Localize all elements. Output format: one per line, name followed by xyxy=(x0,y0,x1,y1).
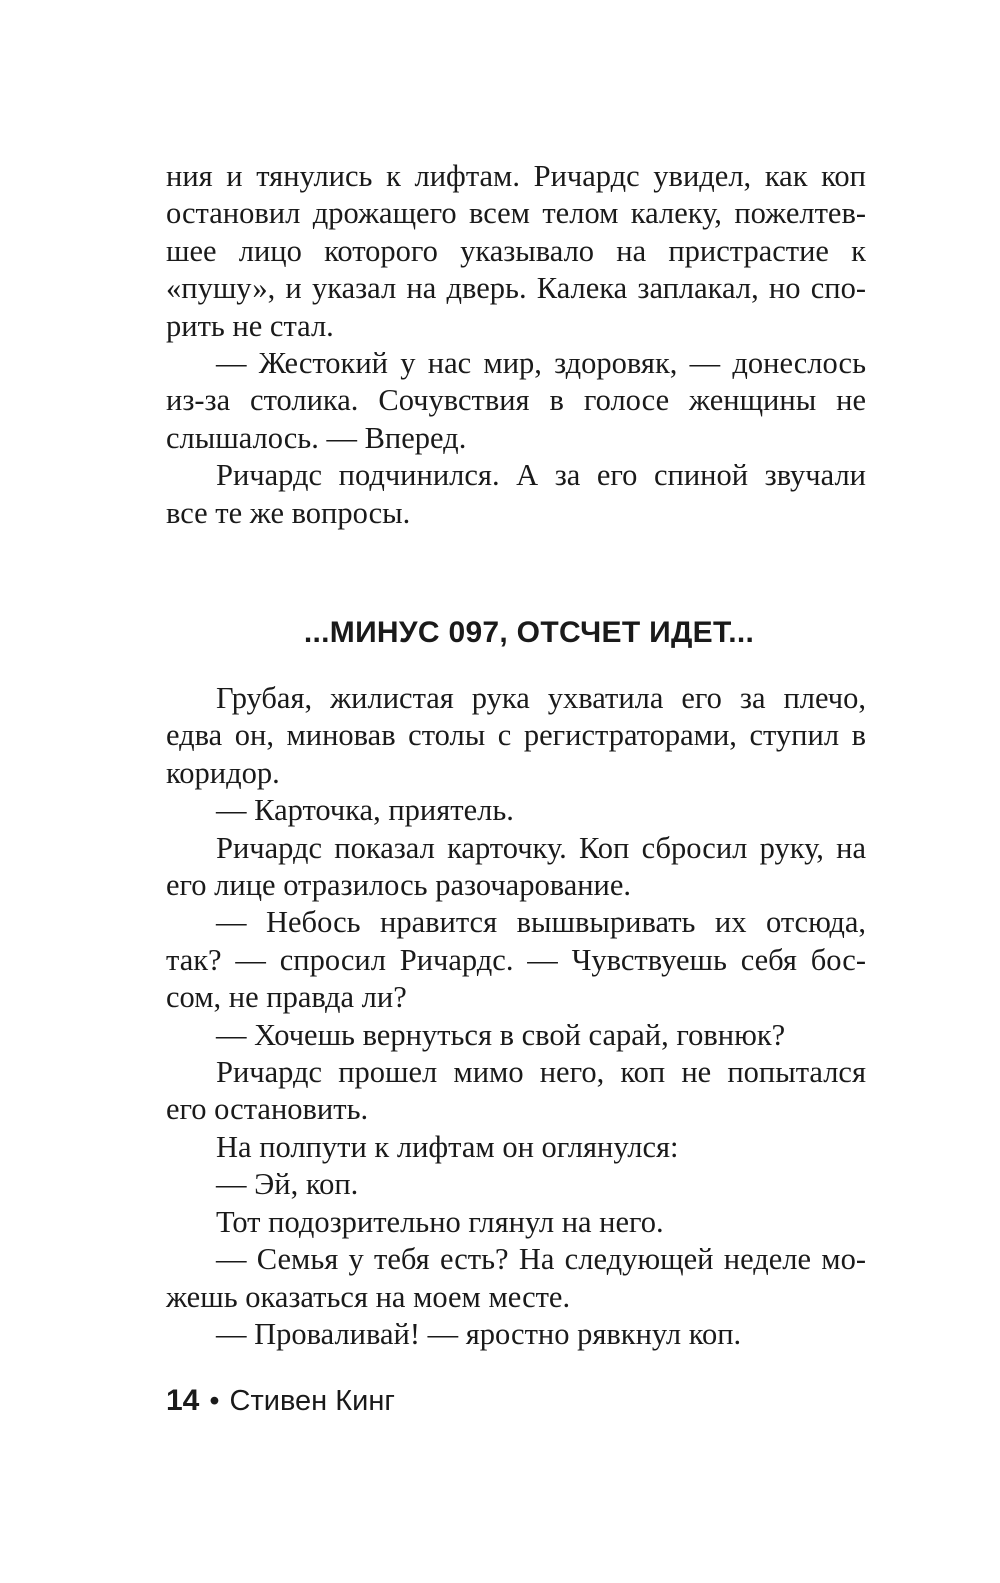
text-line: — Семья у тебя есть? На следующей неделе мо- xyxy=(216,1242,866,1277)
page-footer xyxy=(166,1382,395,1420)
text-line: — Проваливай! — яростно рявкнул коп. xyxy=(216,1316,742,1351)
author-name: Стивен Кинг xyxy=(229,1385,395,1417)
text-line: Ричардс прошел мимо него, коп не попытался xyxy=(216,1055,866,1090)
text-line: из-за столика. Сочувствия в голосе женщины не xyxy=(166,383,866,418)
text-line: так? — спросил Ричардс. — Чувствуешь себя бос- xyxy=(166,942,866,977)
text-line: коридор. xyxy=(166,755,280,790)
text-line: жешь оказаться на моем месте. xyxy=(166,1279,571,1314)
text-line: едва он, миновав столы с регистраторами, ступил в xyxy=(166,718,866,753)
text-line: — Карточка, приятель. xyxy=(216,793,514,828)
text-line: Тот подозрительно глянул на него. xyxy=(216,1204,664,1239)
bullet-separator: • xyxy=(209,1385,220,1417)
text-line: — Жестокий у нас мир, здоровяк, — донеслось xyxy=(216,346,866,381)
text-line: остановил дрожащего всем телом калеку, пожелтев- xyxy=(166,196,866,231)
text-line: Ричардс показал карточку. Коп сбросил руку, на xyxy=(216,830,866,865)
text-line: сом, не правда ли? xyxy=(166,980,407,1015)
text-line: Грубая, жилистая рука ухватила его за плечо, xyxy=(216,681,866,715)
text-line: — Эй, коп. xyxy=(216,1167,359,1202)
text-line: — Хочешь вернуться в свой сарай, говнюк? xyxy=(216,1017,786,1052)
text-block-top xyxy=(166,158,866,532)
text-block-bottom xyxy=(166,680,866,1353)
text-line: «пушу», и указал на дверь. Калека заплакал, но спо- xyxy=(166,271,866,306)
text-line: шее лицо которого указывало на пристрастие к xyxy=(166,233,866,268)
text-line: рить не стал. xyxy=(166,308,334,343)
page-number: 14 xyxy=(166,1384,200,1417)
text-line: слышалось. — Вперед. xyxy=(166,420,467,455)
text-line: его лице отразилось разочарование. xyxy=(166,868,632,903)
text-line: — Небось нравится вышвыривать их отсюда, xyxy=(216,905,866,940)
text-line: все те же вопросы. xyxy=(166,495,411,530)
chapter-heading: ...МИНУС 097, ОТСЧЕТ ИДЕТ... xyxy=(303,616,755,649)
text-line: ния и тянулись к лифтам. Ричардс увидел, как коп xyxy=(166,159,866,193)
text-line: Ричардс подчинился. А за его спиной звучали xyxy=(216,458,866,493)
text-line: На полпути к лифтам он оглянулся: xyxy=(216,1129,679,1164)
text-line: его остановить. xyxy=(166,1092,369,1127)
